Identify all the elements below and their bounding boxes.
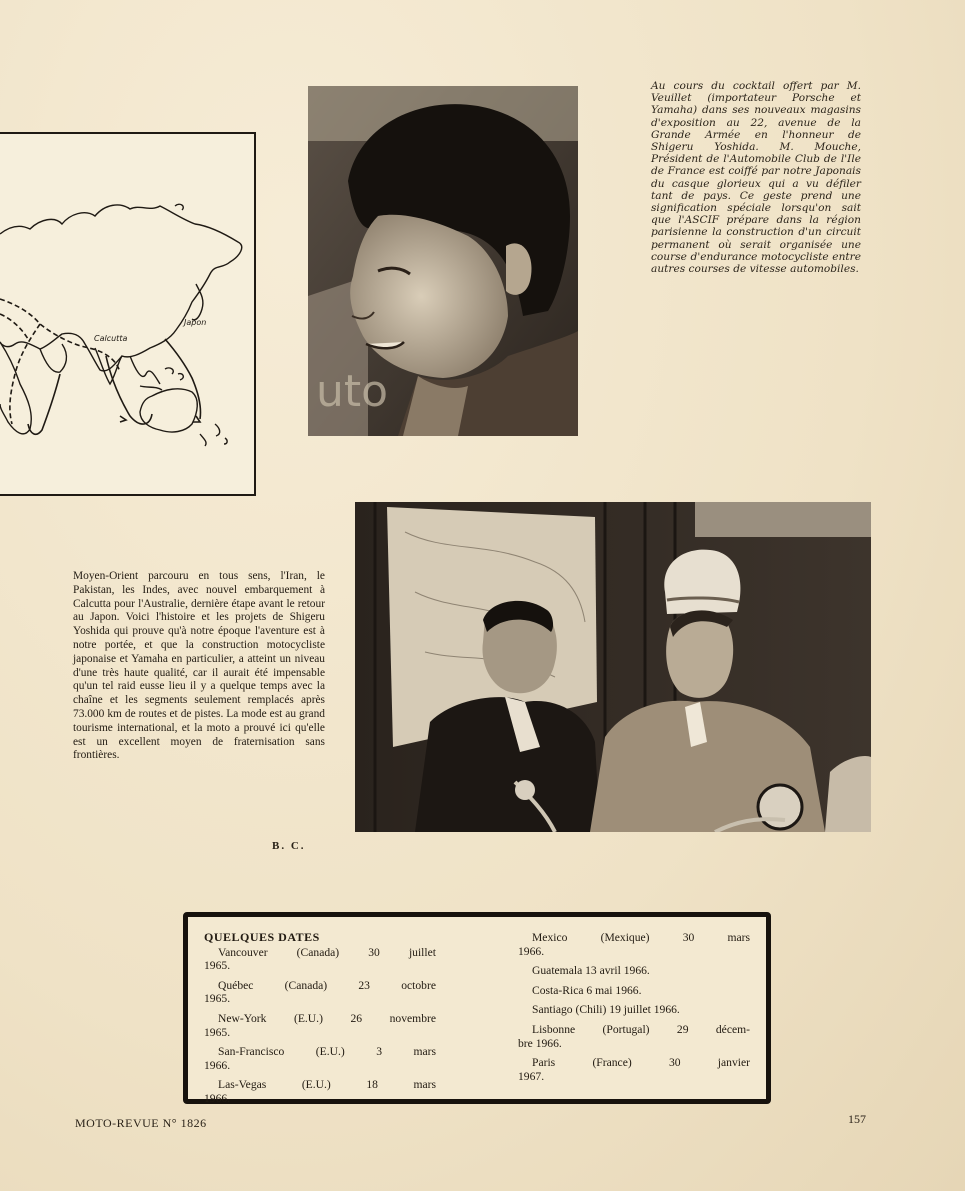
author-signature: B. C. [272,840,306,852]
date-place: Mexico (Mexique) 30 mars [532,931,750,944]
date-year: 1966. [204,1058,231,1072]
date-place: San-Francisco (E.U.) 3 mars [218,1045,436,1059]
dates-title: QUELQUES DATES [204,930,320,944]
photo-caption: Au cours du cocktail offert par M. Veuillet (importateur Porsche et Yamaha) dans ses nouveaux magasins d'exposition au 22, avenue de la Grande Armée en l'honneur de Shigeru Yoshida. M. Mouche, Président de l'Automobile Club de l'Ile de France est coiffé par notre Japonais du casque glorieux qui a vu défiler tant de pays. Ce geste prend une signification spéciale lorsqu'on sait que l'ASCIF prépare dans la région parisienne la construction d'un circuit permanent où serait organisée une course d'endurance motocycliste entre autres courses de vitesse automobiles. [651,80,861,276]
date-place: Guatemala 13 avril 1966. [532,964,650,978]
date-place: New-York (E.U.) 26 novembre [218,1011,436,1025]
date-year: 1965. [204,959,231,973]
date-entry [204,1045,436,1072]
date-year: bre 1966. [518,1036,562,1050]
date-entry [518,1056,750,1083]
article-body-text: Moyen-Orient parcouru en tous sens, l'Iran, le Pakistan, les Indes, avec nouvel embarquement à Calcutta pour l'Australie, dernière étape avant le retour au Japon. Voici l'histoire et les projets de Shigeru Yoshida qui prouve qu'à notre époque l'aventure est à notre portée, et que la construction motocycliste japonaise et Yamaha en particulier, a atteint un niveau d'une très haute qualité, car il aurait été impensable qu'un tel raid eusse lieu il y a quelque temps avec la chaîne et les segments seulement remplacés après 73.000 km de routes et de pistes. La mode est au grand tourisme international, et la moto a prouvé ici qu'elle est un excellent moyen de fraternisation sans frontières. [73,570,325,762]
date-entry [518,964,750,978]
world-map-drawing [0,134,254,494]
date-place: Lisbonne (Portugal) 29 décem- [532,1022,750,1036]
date-place: Québec (Canada) 23 octobre [218,978,436,992]
date-place: Vancouver (Canada) 30 juillet [218,945,436,959]
date-year: 1965. [204,992,231,1006]
date-entry [204,979,436,1006]
map-label-calcutta: Calcutta [94,334,128,343]
portrait-photo [308,86,578,436]
date-place: Las-Vegas (E.U.) 18 mars [218,1078,436,1092]
svg-text:uto: uto [316,366,389,417]
route-map [0,132,256,496]
date-year: 1966. [518,944,545,958]
date-entry [204,946,436,973]
date-entry [518,931,750,958]
date-year: 1966. [204,1091,231,1105]
date-year: 1967. [518,1069,545,1083]
date-place: Santiago (Chili) 19 juillet 1966. [532,1003,680,1017]
date-entry [518,984,750,998]
magazine-issue-footer: MOTO-REVUE N° 1826 [75,1116,207,1130]
date-year: 1965. [204,1025,231,1039]
date-entry [518,1003,750,1017]
group-photo [355,502,871,832]
map-label-japon: Japon [184,318,207,327]
page-number: 157 [848,1112,866,1126]
date-place: Paris (France) 30 janvier [532,1056,750,1070]
date-entry [204,1012,436,1039]
dates-column-left [204,931,436,1112]
date-entry [204,1078,436,1105]
date-entry [518,1023,750,1050]
dates-column-right [518,931,750,1089]
dates-box [183,912,771,1104]
date-place: Costa-Rica 6 mai 1966. [532,983,642,997]
